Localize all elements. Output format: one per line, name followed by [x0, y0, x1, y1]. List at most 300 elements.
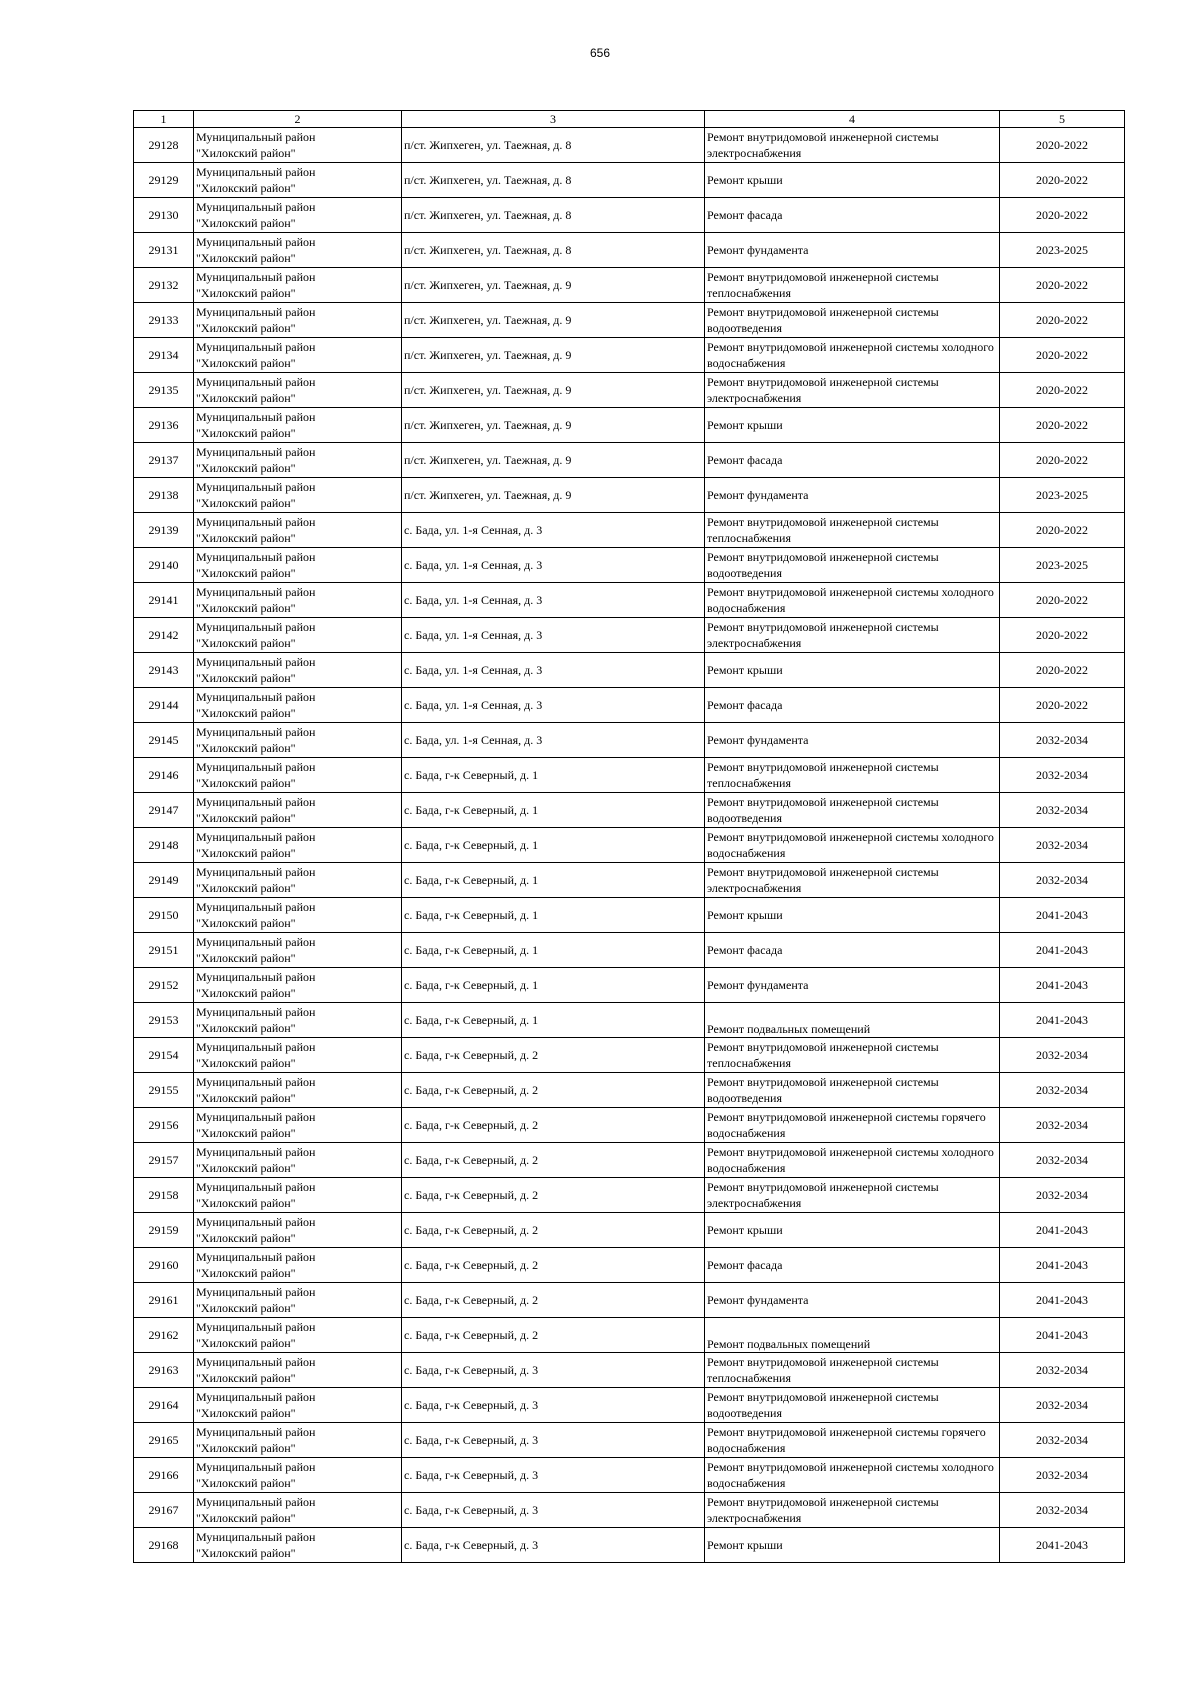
- row-number-cell: 29153: [134, 1003, 194, 1038]
- work-type-cell: Ремонт крыши: [705, 408, 1000, 443]
- municipality-cell: [194, 1423, 402, 1458]
- municipality-name: "Хилокский район": [196, 461, 296, 475]
- municipality-cell: [194, 443, 402, 478]
- municipality-name: "Хилокский район": [196, 1336, 296, 1350]
- municipality-name: "Хилокский район": [196, 391, 296, 405]
- municipality-cell: [194, 1038, 402, 1073]
- address-cell: с. Бада, г-к Северный, д. 2: [402, 1038, 705, 1073]
- municipality-cell: [194, 1283, 402, 1318]
- address-cell: с. Бада, г-к Северный, д. 1: [402, 863, 705, 898]
- table-row: [134, 1003, 1125, 1038]
- municipality-type: Муниципальный район: [196, 1250, 316, 1264]
- municipality-name: "Хилокский район": [196, 741, 296, 755]
- municipality-cell: [194, 968, 402, 1003]
- municipality-cell: [194, 933, 402, 968]
- address-cell: с. Бада, г-к Северный, д. 2: [402, 1073, 705, 1108]
- table-row: [134, 128, 1125, 163]
- row-number-cell: 29140: [134, 548, 194, 583]
- municipality-name: "Хилокский район": [196, 566, 296, 580]
- municipality-type: Муниципальный район: [196, 1355, 316, 1369]
- municipality-type: Муниципальный район: [196, 1530, 316, 1544]
- municipality-cell: [194, 1318, 402, 1353]
- municipality-name: "Хилокский район": [196, 1091, 296, 1105]
- municipality-type: Муниципальный район: [196, 445, 316, 459]
- address-cell: с. Бада, г-к Северный, д. 3: [402, 1458, 705, 1493]
- address-cell: с. Бада, г-к Северный, д. 2: [402, 1318, 705, 1353]
- period-cell: 2020-2022: [1000, 303, 1125, 338]
- row-number-cell: 29134: [134, 338, 194, 373]
- municipality-type: Муниципальный район: [196, 1075, 316, 1089]
- municipality-name: "Хилокский район": [196, 881, 296, 895]
- address-cell: с. Бада, г-к Северный, д. 3: [402, 1528, 705, 1563]
- table-row: [134, 1108, 1125, 1143]
- municipality-name: "Хилокский район": [196, 601, 296, 615]
- address-cell: с. Бада, г-к Северный, д. 3: [402, 1493, 705, 1528]
- address-cell: п/ст. Жипхеген, ул. Таежная, д. 9: [402, 373, 705, 408]
- municipality-cell: [194, 1178, 402, 1213]
- table-row: [134, 793, 1125, 828]
- municipality-cell: [194, 408, 402, 443]
- table-row: [134, 1038, 1125, 1073]
- municipality-type: Муниципальный район: [196, 1005, 316, 1019]
- work-type-cell: Ремонт фасада: [705, 443, 1000, 478]
- municipality-type: Муниципальный район: [196, 900, 316, 914]
- work-type-cell: Ремонт внутридомовой инженерной системы электроснабжения: [705, 1178, 1000, 1213]
- municipality-name: "Хилокский район": [196, 1406, 296, 1420]
- municipality-name: "Хилокский район": [196, 1511, 296, 1525]
- page-number: 656: [589, 46, 611, 60]
- municipality-type: Муниципальный район: [196, 760, 316, 774]
- table-row: [134, 583, 1125, 618]
- work-type-cell: Ремонт внутридомовой инженерной системы электроснабжения: [705, 618, 1000, 653]
- municipality-cell: [194, 548, 402, 583]
- municipality-cell: [194, 1528, 402, 1563]
- period-cell: 2041-2043: [1000, 1213, 1125, 1248]
- period-cell: 2041-2043: [1000, 933, 1125, 968]
- work-type-cell: Ремонт фасада: [705, 688, 1000, 723]
- table-row: [134, 338, 1125, 373]
- address-cell: с. Бада, г-к Северный, д. 1: [402, 828, 705, 863]
- municipality-type: Муниципальный район: [196, 1285, 316, 1299]
- row-number-cell: 29165: [134, 1423, 194, 1458]
- municipality-name: "Хилокский район": [196, 216, 296, 230]
- row-number-cell: 29147: [134, 793, 194, 828]
- address-cell: с. Бада, г-к Северный, д. 2: [402, 1283, 705, 1318]
- table-row: [134, 1213, 1125, 1248]
- row-number-cell: 29143: [134, 653, 194, 688]
- municipality-type: Муниципальный район: [196, 1180, 316, 1194]
- period-cell: 2032-2034: [1000, 1178, 1125, 1213]
- municipality-cell: [194, 1213, 402, 1248]
- municipality-cell: [194, 758, 402, 793]
- municipality-name: "Хилокский район": [196, 776, 296, 790]
- table-row: [134, 898, 1125, 933]
- municipality-name: "Хилокский район": [196, 1476, 296, 1490]
- period-cell: 2020-2022: [1000, 513, 1125, 548]
- work-type-cell: Ремонт внутридомовой инженерной системы электроснабжения: [705, 373, 1000, 408]
- period-cell: 2023-2025: [1000, 548, 1125, 583]
- municipality-type: Муниципальный район: [196, 130, 316, 144]
- row-number-cell: 29158: [134, 1178, 194, 1213]
- municipality-name: "Хилокский район": [196, 951, 296, 965]
- table-row: [134, 1248, 1125, 1283]
- row-number-cell: 29162: [134, 1318, 194, 1353]
- address-cell: с. Бада, ул. 1-я Сенная, д. 3: [402, 688, 705, 723]
- municipality-name: "Хилокский район": [196, 321, 296, 335]
- municipality-name: "Хилокский район": [196, 636, 296, 650]
- work-type-cell: Ремонт внутридомовой инженерной системы холодного водоснабжения: [705, 828, 1000, 863]
- municipality-type: Муниципальный район: [196, 1145, 316, 1159]
- municipality-cell: [194, 1108, 402, 1143]
- row-number-cell: 29132: [134, 268, 194, 303]
- table-row: [134, 408, 1125, 443]
- municipality-name: "Хилокский район": [196, 1441, 296, 1455]
- period-cell: 2032-2034: [1000, 758, 1125, 793]
- work-type-cell: Ремонт внутридомовой инженерной системы холодного водоснабжения: [705, 1458, 1000, 1493]
- address-cell: с. Бада, ул. 1-я Сенная, д. 3: [402, 513, 705, 548]
- period-cell: 2032-2034: [1000, 1108, 1125, 1143]
- municipality-name: "Хилокский район": [196, 286, 296, 300]
- address-cell: п/ст. Жипхеген, ул. Таежная, д. 9: [402, 338, 705, 373]
- work-type-cell: Ремонт фасада: [705, 933, 1000, 968]
- municipality-cell: [194, 338, 402, 373]
- work-type-cell: Ремонт внутридомовой инженерной системы водоотведения: [705, 1388, 1000, 1423]
- table-row: [134, 163, 1125, 198]
- period-cell: 2041-2043: [1000, 898, 1125, 933]
- work-type-cell: Ремонт крыши: [705, 163, 1000, 198]
- address-cell: с. Бада, ул. 1-я Сенная, д. 3: [402, 548, 705, 583]
- row-number-cell: 29152: [134, 968, 194, 1003]
- work-type-cell: Ремонт фундамента: [705, 478, 1000, 513]
- period-cell: 2020-2022: [1000, 268, 1125, 303]
- row-number-cell: 29138: [134, 478, 194, 513]
- municipality-cell: [194, 233, 402, 268]
- table-row: [134, 303, 1125, 338]
- municipality-name: "Хилокский район": [196, 1266, 296, 1280]
- row-number-cell: 29159: [134, 1213, 194, 1248]
- period-cell: 2032-2034: [1000, 1423, 1125, 1458]
- municipality-name: "Хилокский район": [196, 251, 296, 265]
- table-row: [134, 653, 1125, 688]
- municipality-cell: [194, 268, 402, 303]
- row-number-cell: 29145: [134, 723, 194, 758]
- address-cell: с. Бада, г-к Северный, д. 3: [402, 1388, 705, 1423]
- row-number-cell: 29144: [134, 688, 194, 723]
- period-cell: 2020-2022: [1000, 163, 1125, 198]
- municipality-cell: [194, 583, 402, 618]
- period-cell: 2023-2025: [1000, 233, 1125, 268]
- period-cell: 2041-2043: [1000, 1318, 1125, 1353]
- municipality-cell: [194, 1458, 402, 1493]
- work-type-cell: Ремонт внутридомовой инженерной системы холодного водоснабжения: [705, 338, 1000, 373]
- row-number-cell: 29155: [134, 1073, 194, 1108]
- table-row: [134, 1143, 1125, 1178]
- period-cell: 2032-2034: [1000, 1038, 1125, 1073]
- row-number-cell: 29161: [134, 1283, 194, 1318]
- table-row: [134, 1423, 1125, 1458]
- address-cell: п/ст. Жипхеген, ул. Таежная, д. 9: [402, 408, 705, 443]
- address-cell: с. Бада, г-к Северный, д. 1: [402, 898, 705, 933]
- municipality-name: "Хилокский район": [196, 846, 296, 860]
- period-cell: 2020-2022: [1000, 618, 1125, 653]
- address-cell: с. Бада, г-к Северный, д. 2: [402, 1143, 705, 1178]
- column-number-3: 3: [402, 111, 705, 128]
- address-cell: с. Бада, ул. 1-я Сенная, д. 3: [402, 653, 705, 688]
- period-cell: 2032-2034: [1000, 828, 1125, 863]
- work-type-cell: Ремонт внутридомовой инженерной системы холодного водоснабжения: [705, 583, 1000, 618]
- municipality-name: "Хилокский район": [196, 1021, 296, 1035]
- municipality-name: "Хилокский район": [196, 181, 296, 195]
- work-type-cell: Ремонт внутридомовой инженерной системы водоотведения: [705, 1073, 1000, 1108]
- work-type-cell: Ремонт крыши: [705, 898, 1000, 933]
- table-row: [134, 1178, 1125, 1213]
- repair-schedule-table: [133, 110, 1125, 1563]
- municipality-cell: [194, 688, 402, 723]
- period-cell: 2020-2022: [1000, 373, 1125, 408]
- municipality-type: Муниципальный район: [196, 620, 316, 634]
- municipality-type: Муниципальный район: [196, 1460, 316, 1474]
- work-type-cell: Ремонт внутридомовой инженерной системы теплоснабжения: [705, 513, 1000, 548]
- municipality-name: "Хилокский район": [196, 146, 296, 160]
- municipality-type: Муниципальный район: [196, 480, 316, 494]
- work-type-cell: Ремонт крыши: [705, 1213, 1000, 1248]
- address-cell: п/ст. Жипхеген, ул. Таежная, д. 9: [402, 268, 705, 303]
- work-type-cell: Ремонт внутридомовой инженерной системы теплоснабжения: [705, 1353, 1000, 1388]
- address-cell: с. Бада, г-к Северный, д. 1: [402, 793, 705, 828]
- row-number-cell: 29136: [134, 408, 194, 443]
- municipality-type: Муниципальный район: [196, 515, 316, 529]
- municipality-type: Муниципальный район: [196, 585, 316, 599]
- municipality-cell: [194, 898, 402, 933]
- municipality-type: Муниципальный район: [196, 830, 316, 844]
- table-row: [134, 513, 1125, 548]
- municipality-name: "Хилокский район": [196, 531, 296, 545]
- work-type-cell: Ремонт фундамента: [705, 968, 1000, 1003]
- work-type-cell: Ремонт фундамента: [705, 233, 1000, 268]
- row-number-cell: 29157: [134, 1143, 194, 1178]
- row-number-cell: 29130: [134, 198, 194, 233]
- municipality-name: "Хилокский район": [196, 1056, 296, 1070]
- period-cell: 2041-2043: [1000, 1248, 1125, 1283]
- municipality-cell: [194, 793, 402, 828]
- period-cell: 2020-2022: [1000, 443, 1125, 478]
- municipality-type: Муниципальный район: [196, 270, 316, 284]
- period-cell: 2032-2034: [1000, 1493, 1125, 1528]
- row-number-cell: 29129: [134, 163, 194, 198]
- column-number-4: 4: [705, 111, 1000, 128]
- municipality-name: "Хилокский район": [196, 356, 296, 370]
- period-cell: 2032-2034: [1000, 863, 1125, 898]
- period-cell: 2032-2034: [1000, 723, 1125, 758]
- address-cell: п/ст. Жипхеген, ул. Таежная, д. 9: [402, 303, 705, 338]
- municipality-name: "Хилокский район": [196, 426, 296, 440]
- period-cell: 2020-2022: [1000, 688, 1125, 723]
- period-cell: 2020-2022: [1000, 583, 1125, 618]
- address-cell: с. Бада, г-к Северный, д. 2: [402, 1178, 705, 1213]
- address-cell: с. Бада, г-к Северный, д. 1: [402, 758, 705, 793]
- municipality-name: "Хилокский район": [196, 496, 296, 510]
- municipality-name: "Хилокский район": [196, 1196, 296, 1210]
- municipality-type: Муниципальный район: [196, 1215, 316, 1229]
- table-row: [134, 863, 1125, 898]
- row-number-cell: 29163: [134, 1353, 194, 1388]
- row-number-cell: 29160: [134, 1248, 194, 1283]
- municipality-name: "Хилокский район": [196, 811, 296, 825]
- address-cell: с. Бада, г-к Северный, д. 2: [402, 1213, 705, 1248]
- municipality-cell: [194, 653, 402, 688]
- work-type-cell: Ремонт внутридомовой инженерной системы водоотведения: [705, 793, 1000, 828]
- municipality-cell: [194, 513, 402, 548]
- municipality-type: Муниципальный район: [196, 690, 316, 704]
- row-number-cell: 29133: [134, 303, 194, 338]
- municipality-cell: [194, 1143, 402, 1178]
- municipality-name: "Хилокский район": [196, 1126, 296, 1140]
- table-row: [134, 688, 1125, 723]
- period-cell: 2032-2034: [1000, 1458, 1125, 1493]
- municipality-type: Муниципальный район: [196, 725, 316, 739]
- table-row: [134, 1073, 1125, 1108]
- municipality-cell: [194, 198, 402, 233]
- municipality-type: Муниципальный район: [196, 200, 316, 214]
- table-row: [134, 373, 1125, 408]
- work-type-cell: Ремонт фасада: [705, 1248, 1000, 1283]
- row-number-cell: 29137: [134, 443, 194, 478]
- municipality-cell: [194, 478, 402, 513]
- work-type-cell: Ремонт подвальных помещений: [705, 1318, 1000, 1353]
- period-cell: 2032-2034: [1000, 1388, 1125, 1423]
- municipality-cell: [194, 373, 402, 408]
- municipality-cell: [194, 1003, 402, 1038]
- table-row: [134, 758, 1125, 793]
- period-cell: 2020-2022: [1000, 198, 1125, 233]
- row-number-cell: 29151: [134, 933, 194, 968]
- work-type-cell: Ремонт внутридомовой инженерной системы холодного водоснабжения: [705, 1143, 1000, 1178]
- table-row: [134, 933, 1125, 968]
- table-row: [134, 1283, 1125, 1318]
- municipality-cell: [194, 1353, 402, 1388]
- municipality-cell: [194, 723, 402, 758]
- row-number-cell: 29154: [134, 1038, 194, 1073]
- row-number-cell: 29156: [134, 1108, 194, 1143]
- work-type-cell: Ремонт внутридомовой инженерной системы горячего водоснабжения: [705, 1423, 1000, 1458]
- address-cell: с. Бада, ул. 1-я Сенная, д. 3: [402, 618, 705, 653]
- municipality-type: Муниципальный район: [196, 1425, 316, 1439]
- municipality-type: Муниципальный район: [196, 340, 316, 354]
- municipality-type: Муниципальный район: [196, 550, 316, 564]
- municipality-type: Муниципальный район: [196, 655, 316, 669]
- row-number-cell: 29146: [134, 758, 194, 793]
- address-cell: с. Бада, ул. 1-я Сенная, д. 3: [402, 583, 705, 618]
- work-type-cell: Ремонт крыши: [705, 1528, 1000, 1563]
- column-number-1: 1: [134, 111, 194, 128]
- period-cell: 2020-2022: [1000, 653, 1125, 688]
- address-cell: с. Бада, г-к Северный, д. 1: [402, 968, 705, 1003]
- address-cell: п/ст. Жипхеген, ул. Таежная, д. 9: [402, 443, 705, 478]
- address-cell: с. Бада, ул. 1-я Сенная, д. 3: [402, 723, 705, 758]
- municipality-name: "Хилокский район": [196, 1161, 296, 1175]
- address-cell: п/ст. Жипхеген, ул. Таежная, д. 8: [402, 198, 705, 233]
- work-type-cell: Ремонт внутридомовой инженерной системы водоотведения: [705, 548, 1000, 583]
- row-number-cell: 29164: [134, 1388, 194, 1423]
- period-cell: 2032-2034: [1000, 793, 1125, 828]
- row-number-cell: 29142: [134, 618, 194, 653]
- municipality-type: Муниципальный район: [196, 1390, 316, 1404]
- table-row: [134, 1528, 1125, 1563]
- table-row: [134, 618, 1125, 653]
- address-cell: п/ст. Жипхеген, ул. Таежная, д. 8: [402, 163, 705, 198]
- row-number-cell: 29139: [134, 513, 194, 548]
- work-type-cell: Ремонт внутридомовой инженерной системы теплоснабжения: [705, 1038, 1000, 1073]
- municipality-cell: [194, 128, 402, 163]
- municipality-type: Муниципальный район: [196, 1040, 316, 1054]
- row-number-cell: 29166: [134, 1458, 194, 1493]
- municipality-cell: [194, 863, 402, 898]
- municipality-name: "Хилокский район": [196, 916, 296, 930]
- row-number-cell: 29167: [134, 1493, 194, 1528]
- table-row: [134, 548, 1125, 583]
- municipality-type: Муниципальный район: [196, 865, 316, 879]
- municipality-type: Муниципальный район: [196, 1110, 316, 1124]
- municipality-type: Муниципальный район: [196, 165, 316, 179]
- table-row: [134, 968, 1125, 1003]
- period-cell: 2020-2022: [1000, 128, 1125, 163]
- period-cell: 2032-2034: [1000, 1353, 1125, 1388]
- municipality-cell: [194, 163, 402, 198]
- work-type-cell: Ремонт внутридомовой инженерной системы водоотведения: [705, 303, 1000, 338]
- period-cell: 2041-2043: [1000, 1528, 1125, 1563]
- row-number-cell: 29150: [134, 898, 194, 933]
- column-number-5: 5: [1000, 111, 1125, 128]
- municipality-cell: [194, 303, 402, 338]
- municipality-cell: [194, 1073, 402, 1108]
- address-cell: с. Бада, г-к Северный, д. 1: [402, 933, 705, 968]
- address-cell: с. Бада, г-к Северный, д. 3: [402, 1423, 705, 1458]
- table-row: [134, 233, 1125, 268]
- period-cell: 2020-2022: [1000, 408, 1125, 443]
- address-cell: с. Бада, г-к Северный, д. 3: [402, 1353, 705, 1388]
- work-type-cell: Ремонт фундамента: [705, 723, 1000, 758]
- table-row: [134, 1318, 1125, 1353]
- period-cell: 2041-2043: [1000, 968, 1125, 1003]
- municipality-type: Муниципальный район: [196, 375, 316, 389]
- municipality-type: Муниципальный район: [196, 970, 316, 984]
- table-row: [134, 1388, 1125, 1423]
- row-number-cell: 29148: [134, 828, 194, 863]
- table-row: [134, 268, 1125, 303]
- row-number-cell: 29149: [134, 863, 194, 898]
- column-number-row: [134, 111, 1125, 128]
- municipality-name: "Хилокский район": [196, 1371, 296, 1385]
- table-row: [134, 1458, 1125, 1493]
- municipality-type: Муниципальный район: [196, 1320, 316, 1334]
- work-type-cell: Ремонт внутридомовой инженерной системы горячего водоснабжения: [705, 1108, 1000, 1143]
- municipality-name: "Хилокский район": [196, 706, 296, 720]
- municipality-type: Муниципальный район: [196, 235, 316, 249]
- municipality-cell: [194, 1493, 402, 1528]
- address-cell: п/ст. Жипхеген, ул. Таежная, д. 9: [402, 478, 705, 513]
- address-cell: с. Бада, г-к Северный, д. 1: [402, 1003, 705, 1038]
- work-type-cell: Ремонт внутридомовой инженерной системы теплоснабжения: [705, 758, 1000, 793]
- row-number-cell: 29128: [134, 128, 194, 163]
- municipality-name: "Хилокский район": [196, 1301, 296, 1315]
- address-cell: с. Бада, г-к Северный, д. 2: [402, 1248, 705, 1283]
- table-row: [134, 1493, 1125, 1528]
- municipality-cell: [194, 1388, 402, 1423]
- table-row: [134, 1353, 1125, 1388]
- municipality-name: "Хилокский район": [196, 1546, 296, 1560]
- table-row: [134, 198, 1125, 233]
- period-cell: 2032-2034: [1000, 1143, 1125, 1178]
